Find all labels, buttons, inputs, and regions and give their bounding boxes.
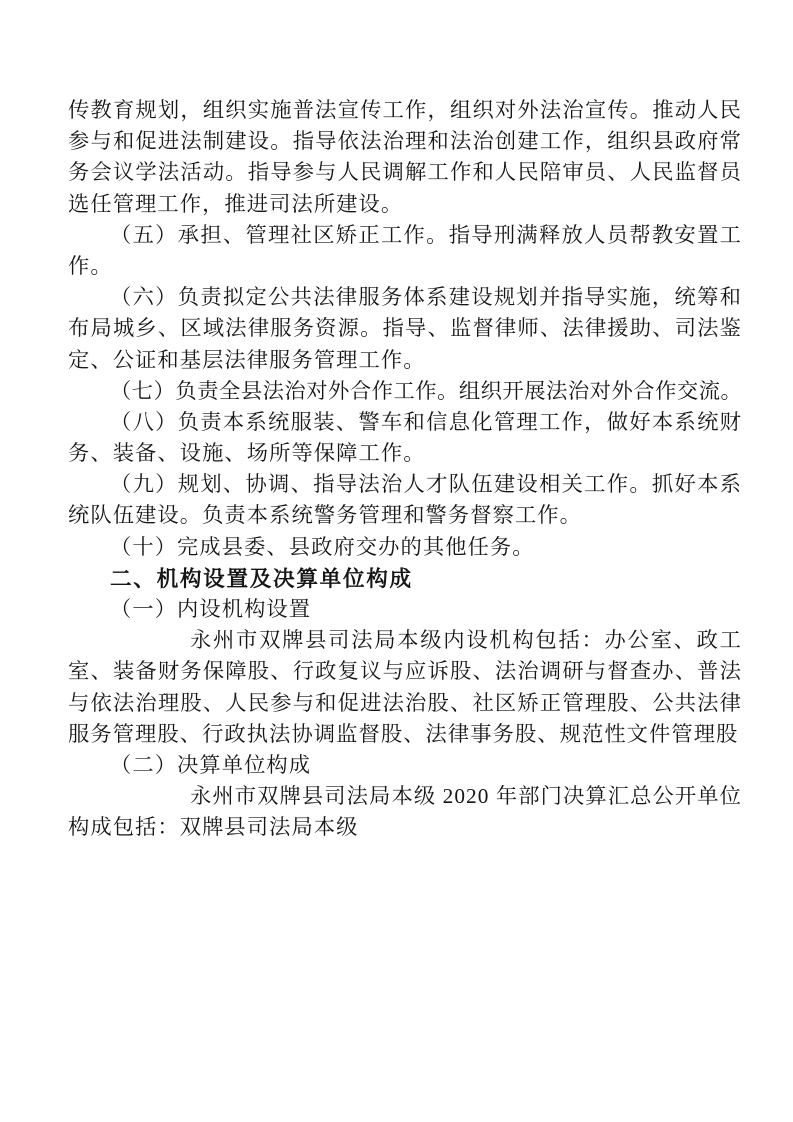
paragraph-subsection-2-title <box>68 750 742 781</box>
text-line: （十）完成县委、县政府交办的其他任务。 <box>110 534 535 559</box>
text-line: 与依法治理股、人民参与和促进法治股、社区矫正管理股、公共法律 <box>68 690 742 715</box>
paragraph-duty-item-10 <box>68 532 742 563</box>
text-line: （六）负责拟定公共法律服务体系建设规划并指导实施，统筹和 <box>110 285 742 310</box>
text-line: 定、公证和基层法律服务管理工作。 <box>68 347 426 372</box>
paragraph-unit-composition <box>68 781 742 843</box>
text-line: （五）承担、管理社区矫正工作。指导刑满释放人员帮教安置工 <box>110 222 742 247</box>
text-line: （一）内设机构设置 <box>110 597 312 621</box>
text-line: 布局城乡、区域法律服务资源。指导、监督律师、法律援助、司法鉴 <box>68 316 742 341</box>
text-line: 构成包括：双牌县司法局本级 <box>68 815 359 840</box>
text-line: 传教育规划，组织实施普法宣传工作，组织对外法治宣传。推动人民 <box>68 98 742 122</box>
paragraph-duty-item-7 <box>68 376 742 407</box>
text-line: 参与和促进法制建设。指导依法治理和法治创建工作，组织县政府常 <box>68 129 742 154</box>
text-line: 永州市双牌县司法局本级 2020 年部门决算汇总公开单位 <box>190 784 742 809</box>
text-line: （七）负责全县法治对外合作工作。组织开展法治对外合作交流。 <box>110 378 742 403</box>
paragraph-subsection-1-title <box>68 594 742 625</box>
text-line: 务、装备、设施、场所等保障工作。 <box>68 441 426 466</box>
text-line: （九）规划、协调、指导法治人才队伍建设相关工作。抓好本系 <box>110 472 742 497</box>
text-line: 选任管理工作，推进司法所建设。 <box>68 191 404 216</box>
paragraph-section-2-heading <box>68 563 742 594</box>
paragraph-duty-item-6 <box>68 282 742 376</box>
paragraph-internal-organs-list <box>68 625 742 750</box>
text-line: （二）决算单位构成 <box>110 752 312 777</box>
paragraph-duty-item-9 <box>68 469 742 531</box>
paragraph-duty-item-8 <box>68 407 742 469</box>
paragraph-duty-item-5 <box>68 220 742 282</box>
paragraph-duties-continuation <box>68 95 742 220</box>
text-line: 室、装备财务保障股、行政复议与应诉股、法治调研与督查办、普法 <box>68 659 742 684</box>
text-line: 务会议学法活动。指导参与人民调解工作和人民陪审员、人民监督员 <box>68 160 742 185</box>
text-line: 统队伍建设。负责本系统警务管理和警务督察工作。 <box>68 503 582 528</box>
text-line: 二、机构设置及决算单位构成 <box>110 565 413 591</box>
text-line: （八）负责本系统服装、警车和信息化管理工作，做好本系统财 <box>110 409 742 434</box>
text-line: 服务管理股、行政执法协调监督股、法律事务股、规范性文件管理股 <box>68 721 739 746</box>
text-line: 永州市双牌县司法局本级内设机构包括：办公室、政工 <box>190 628 742 653</box>
text-line: 作。 <box>68 253 113 278</box>
